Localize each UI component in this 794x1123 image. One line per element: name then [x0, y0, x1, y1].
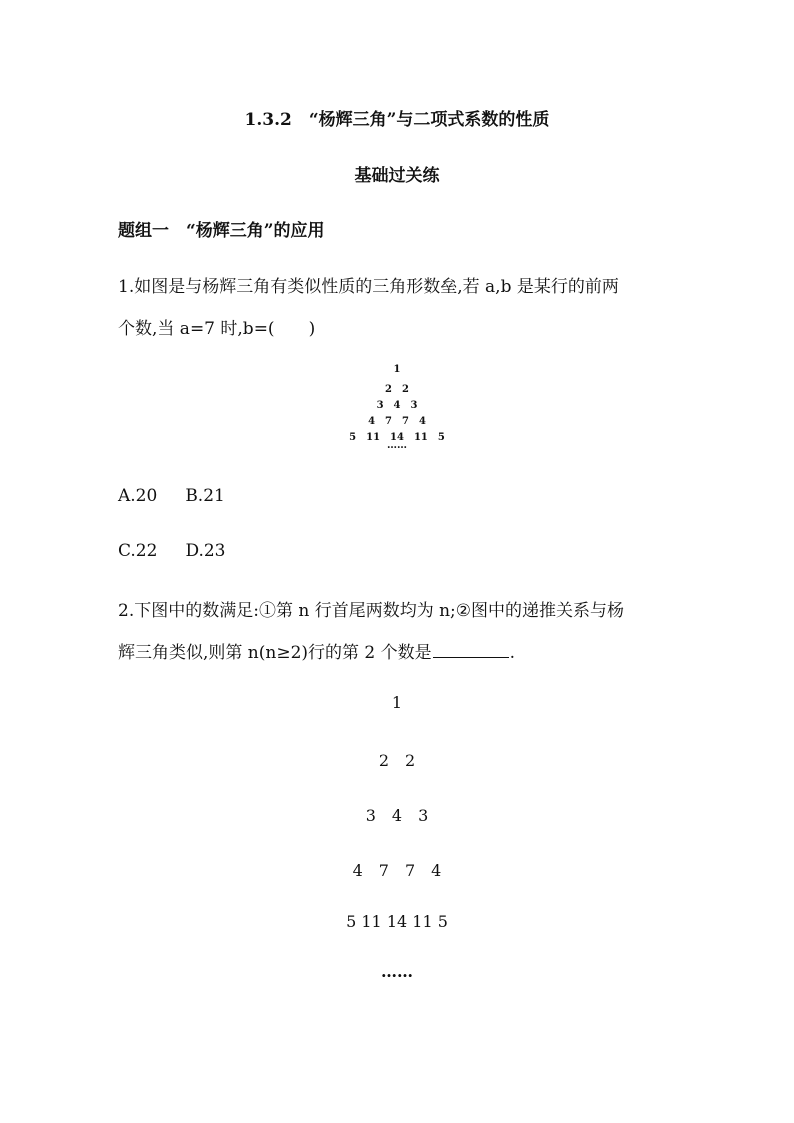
figure-2-row-6: …… [381, 962, 413, 981]
figure-1-row-2: 2 2 [385, 384, 409, 395]
figure-1-row-4: 4 7 7 4 [368, 416, 426, 427]
option-d[interactable]: D.23 [185, 541, 226, 561]
question-1-options-row-1 [118, 486, 225, 506]
question-2-line-2 [118, 638, 515, 663]
figure-2-row-1: 1 [391, 693, 403, 712]
option-c[interactable]: C.22 [118, 541, 158, 561]
figure-2-row-3: 3 4 3 [365, 806, 429, 825]
section-subtitle: 基础过关练 [354, 166, 440, 186]
figure-1-row-3: 3 4 3 [376, 400, 418, 411]
question-1-line-1: 1.如图是与杨辉三角有类似性质的三角形数垒,若 a,b 是某行的前两 [118, 277, 619, 297]
question-2-text: 辉三角类似,则第 n(n≥2)行的第 2 个数是 [118, 643, 432, 663]
question-2-line-1: 2.下图中的数满足:①第 n 行首尾两数均为 n;②图中的递推关系与杨 [118, 601, 625, 621]
answer-blank[interactable] [433, 656, 509, 658]
question-1-line-2: 个数,当 a=7 时,b=( ) [118, 319, 316, 339]
figure-2-row-5: 5 11 14 11 5 [346, 912, 448, 931]
page-title: 1.3.2 “杨辉三角”与二项式系数的性质 [244, 110, 550, 130]
option-b[interactable]: B.21 [185, 486, 225, 506]
figure-2-row-2: 2 2 [378, 751, 416, 770]
figure-1-row-5: 5 11 14 11 5 [349, 432, 445, 443]
option-a[interactable]: A.20 [118, 486, 158, 506]
figure-1-row-1: 1 [393, 364, 401, 375]
question-2-period: . [509, 643, 516, 663]
figure-2-row-4: 4 7 7 4 [352, 861, 442, 880]
group-heading: 题组一 “杨辉三角”的应用 [118, 221, 325, 241]
figure-1-row-6: …… [387, 440, 407, 451]
question-1-options-row-2 [118, 541, 226, 561]
